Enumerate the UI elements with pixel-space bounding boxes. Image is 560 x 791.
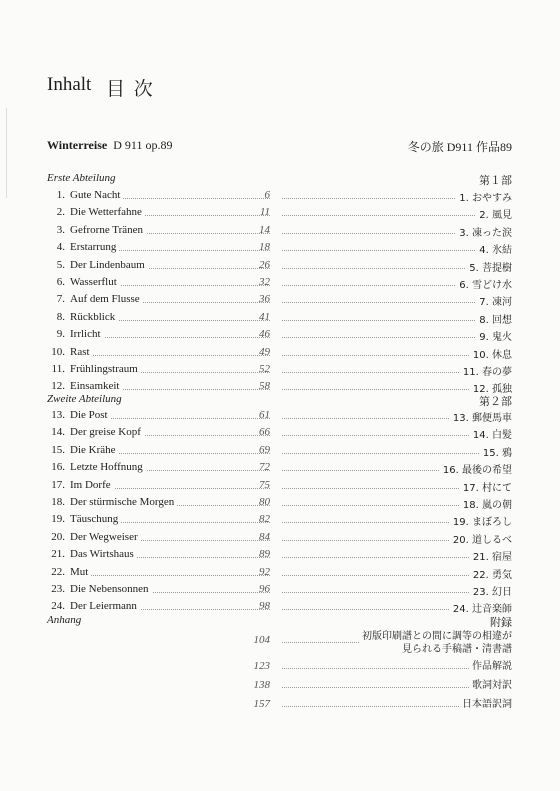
- page-number: 96: [259, 583, 270, 595]
- toc-row: [0, 513, 560, 530]
- toc-row: [0, 566, 560, 583]
- toc-row: [0, 259, 560, 276]
- song-title-jp: 6. 雪どけ水: [456, 276, 512, 291]
- work-title-de: [47, 138, 172, 153]
- page-number: 14: [259, 223, 270, 236]
- song-title-jp: 24. 辻音楽師: [450, 600, 512, 615]
- dot-leader: [282, 453, 507, 454]
- page-number: 72: [259, 461, 270, 474]
- appendix-title-jp: [359, 630, 512, 656]
- song-title-de: Der Leiermann: [70, 600, 140, 612]
- toc-row: [0, 206, 560, 223]
- song-title-de: Der stürmische Morgen: [70, 496, 177, 508]
- song-number: 24.: [51, 600, 65, 613]
- appendix-title-line: 日本語訳詞: [462, 699, 512, 710]
- song-title-de: Rast: [70, 346, 93, 358]
- page-number: 104: [253, 634, 270, 646]
- appendix-heading-de: Anhang: [47, 614, 82, 626]
- song-title-jp: 10. 休息: [470, 346, 512, 361]
- toc-row: [0, 293, 560, 310]
- page-number: 36: [259, 293, 270, 306]
- song-number: 18.: [51, 496, 65, 508]
- dot-leader: [70, 575, 270, 576]
- song-title-de: Im Dorfe: [70, 479, 114, 491]
- song-title-de: Die Krähe: [70, 444, 119, 456]
- part2-heading-de: Zweite Abteilung: [47, 393, 122, 405]
- page-number: 26: [259, 258, 270, 271]
- page-number: 80: [259, 496, 270, 508]
- song-number: 22.: [51, 565, 65, 578]
- page-number: 18: [259, 241, 270, 254]
- part1-heading-jp: 第１部: [479, 175, 512, 187]
- song-title-de: Einsamkeit: [70, 380, 123, 392]
- page-number: 6: [264, 189, 270, 201]
- song-number: 20.: [51, 530, 65, 543]
- dot-leader: [282, 215, 507, 216]
- song-number: 3.: [56, 223, 65, 236]
- page-number: 157: [253, 698, 270, 710]
- toc-row: [0, 346, 560, 363]
- toc-row: [0, 276, 560, 293]
- appendix-title-jp: [459, 698, 512, 711]
- song-title-jp: 20. 道しるべ: [450, 531, 512, 546]
- song-number: 11.: [51, 363, 65, 375]
- song-title-jp: 9. 鬼火: [476, 328, 512, 343]
- page-title-jp: 目 次: [106, 79, 155, 100]
- song-number: 19.: [51, 513, 65, 526]
- page-number: 49: [259, 345, 270, 358]
- song-number: 14.: [51, 426, 65, 439]
- song-title-jp: 23. 幻日: [470, 583, 512, 598]
- song-title-jp: 8. 回想: [476, 311, 512, 326]
- page-number: 69: [259, 443, 270, 456]
- page-number: 41: [259, 310, 270, 323]
- dot-leader: [70, 355, 270, 356]
- song-title-de: Täuschung: [70, 513, 121, 525]
- page-number: 58: [259, 380, 270, 393]
- song-number: 12.: [51, 380, 65, 393]
- song-title-jp: 13. 郵便馬車: [450, 409, 512, 424]
- toc-row: [0, 241, 560, 258]
- appendix-title-line: 見られる手稿譜・清書譜: [402, 644, 512, 655]
- toc-row: [0, 363, 560, 380]
- song-number: 2.: [56, 206, 65, 219]
- song-number: 23.: [51, 583, 65, 595]
- toc-row: [0, 444, 560, 461]
- song-title-de: Die Nebensonnen: [70, 583, 152, 595]
- song-title-de: Die Wetterfahne: [70, 206, 145, 218]
- song-title-de: Gute Nacht: [70, 189, 123, 201]
- song-number: 17.: [51, 478, 65, 491]
- song-title-de: Irrlicht: [70, 328, 104, 340]
- toc-row: [0, 461, 560, 478]
- song-title-de: Frühlingstraum: [70, 363, 141, 375]
- song-number: 8.: [56, 310, 65, 323]
- song-number: 9.: [56, 328, 65, 341]
- song-title-jp: 1. おやすみ: [456, 189, 512, 204]
- appendix-heading-jp: 附録: [490, 617, 512, 629]
- song-number: 1.: [56, 189, 65, 201]
- song-title-de: Mut: [70, 566, 91, 578]
- page-title-de: Inhalt: [47, 74, 92, 95]
- song-title-de: Erstarrung: [70, 241, 119, 253]
- dot-leader: [282, 320, 507, 321]
- song-title-jp: 2. 風見: [476, 206, 512, 221]
- toc-row: [0, 189, 560, 206]
- appendix-title-jp: [469, 660, 512, 673]
- song-title-jp: 21. 宿屋: [470, 548, 512, 563]
- page-number: 123: [253, 660, 270, 672]
- page-number: 75: [259, 478, 270, 491]
- song-title-jp: 5. 菩提樹: [466, 259, 512, 274]
- work-catalog: D 911 op.89: [113, 138, 173, 152]
- page-number: 84: [259, 530, 270, 543]
- song-title-de: Gefrorne Tränen: [70, 224, 146, 236]
- work-title-jp: 冬の旅 D911 作品89: [407, 140, 512, 154]
- song-title-de: Die Post: [70, 409, 111, 421]
- song-title-jp: 18. 嵐の朝: [460, 496, 512, 511]
- song-title-jp: 17. 村にて: [460, 479, 512, 494]
- page-number: 92: [259, 565, 270, 578]
- page-number: 32: [259, 276, 270, 288]
- toc-row: [0, 426, 560, 443]
- appendix-title-jp: [469, 679, 512, 692]
- toc-row: [0, 600, 560, 617]
- toc-row: [0, 311, 560, 328]
- song-number: 15.: [51, 443, 65, 456]
- dot-leader: [282, 337, 507, 338]
- song-number: 13.: [51, 409, 65, 421]
- song-title-jp: 11. 春の夢: [460, 363, 512, 378]
- song-number: 7.: [56, 293, 65, 306]
- appendix-title-line: 初版印刷譜との間に調等の相違が: [362, 631, 512, 642]
- page-number: 46: [259, 328, 270, 341]
- dot-leader: [282, 250, 507, 251]
- song-number: 4.: [56, 241, 65, 254]
- toc-row: [0, 479, 560, 496]
- appendix-title-line: 歌詞対訳: [472, 680, 512, 691]
- song-number: 16.: [51, 461, 65, 474]
- song-title-de: Letzte Hoffnung: [70, 461, 146, 473]
- appendix-title-line: 作品解説: [472, 661, 512, 672]
- song-title-de: Der Wegweiser: [70, 531, 141, 543]
- page-number: 61: [259, 409, 270, 421]
- toc-row: [0, 224, 560, 241]
- song-title-jp: 19. まぼろし: [450, 513, 512, 528]
- dot-leader: [282, 302, 507, 303]
- song-title-jp: 22. 勇気: [470, 566, 512, 581]
- song-title-de: Auf dem Flusse: [70, 293, 143, 305]
- song-number: 5.: [56, 258, 65, 271]
- toc-row: [0, 583, 560, 600]
- song-title-de: Der greise Kopf: [70, 426, 144, 438]
- song-title-de: Wasserflut: [70, 276, 120, 288]
- work-title: Winterreise: [47, 138, 108, 152]
- part2-heading-jp: 第２部: [479, 396, 512, 408]
- part1-heading-de: Erste Abteilung: [47, 172, 116, 184]
- page-number: 11: [259, 206, 270, 219]
- song-title-jp: 15. 鴉: [480, 444, 512, 459]
- song-title-de: Der Lindenbaum: [70, 259, 148, 271]
- toc-row: [0, 531, 560, 548]
- song-number: 21.: [51, 548, 65, 561]
- toc-row: [0, 548, 560, 565]
- page-number: 82: [259, 513, 270, 526]
- song-title-jp: 4. 氷結: [476, 241, 512, 256]
- page-number: 138: [253, 679, 270, 691]
- song-title-jp: 3. 凍った涙: [456, 224, 512, 239]
- song-title-jp: 7. 凍河: [476, 293, 512, 308]
- song-title-de: Das Wirtshaus: [70, 548, 137, 560]
- song-title-jp: 14. 白髪: [470, 426, 512, 441]
- page-number: 89: [259, 548, 270, 561]
- toc-row: [0, 409, 560, 426]
- toc-row: [0, 496, 560, 513]
- margin-mark: [6, 108, 7, 198]
- song-number: 6.: [56, 276, 65, 288]
- page-number: 98: [259, 600, 270, 613]
- page-number: 66: [259, 426, 270, 439]
- song-title-jp: 16. 最後の希望: [440, 461, 512, 476]
- song-title-de: Rückblick: [70, 311, 118, 323]
- toc-row: [0, 328, 560, 345]
- song-number: 10.: [51, 345, 65, 358]
- page-number: 52: [259, 363, 270, 375]
- song-title-jp: 12. 孤独: [470, 380, 512, 395]
